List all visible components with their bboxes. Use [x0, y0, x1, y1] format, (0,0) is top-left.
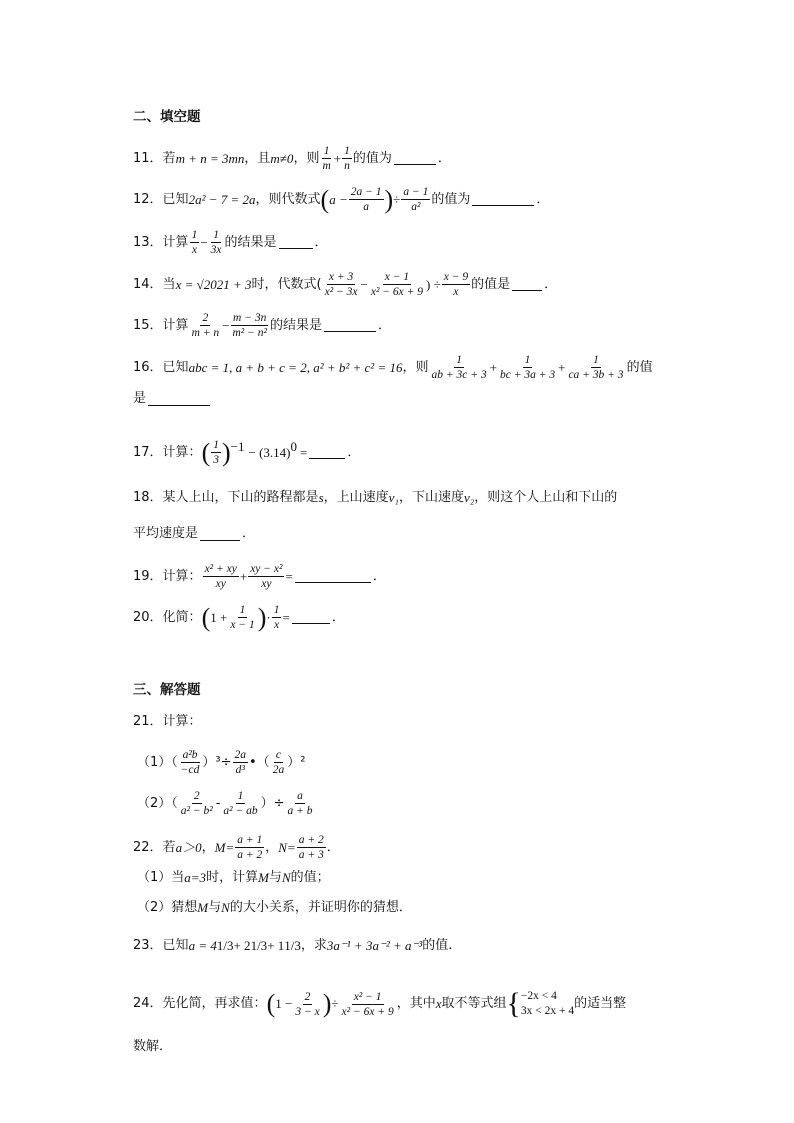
question-text: 某人上山，下山的路程都是 [162, 490, 319, 505]
fraction: $\frac{m - 3n}{\text{m² − n²}}$ [232, 312, 267, 339]
question-text: 计算： [162, 714, 202, 729]
question-text: 的值为 [352, 150, 392, 166]
question-number: 11． [133, 150, 163, 166]
fraction: $\frac{a + 2}{a + 3}$ [298, 834, 324, 861]
fraction: $\frac{1}{x}$ [273, 604, 280, 631]
question-text: ，则代数式 [255, 191, 321, 207]
fraction: $\frac{x - 1}{\text{x² − 6x + 9}}$ [370, 271, 424, 298]
fraction: $\frac{1}{x}$ [191, 229, 198, 256]
question-text: 计算 [162, 234, 189, 250]
question-text: ，求 [300, 938, 327, 953]
question-number: 15． [133, 317, 163, 333]
math-expression: 1 + [210, 609, 228, 625]
operator: ÷ [393, 191, 401, 207]
fraction: $\frac{2}{3 - x}$ [295, 990, 320, 1018]
question-text: 计算 [162, 317, 189, 333]
math-expression: a − [329, 191, 348, 207]
math-expression: ）÷ [260, 795, 285, 811]
math-expression: + 1 [267, 938, 285, 953]
question-text: 的值. [422, 938, 453, 953]
fraction: $\frac{\text{xy − x²}}{xy}$ [250, 563, 283, 590]
question-text: 的大小关系，并证明你的猜想． [229, 900, 412, 915]
math-expression: x = √2021 + 3 [175, 276, 252, 292]
question-number: 21． [133, 714, 163, 729]
question-text: ， [265, 839, 279, 855]
operator: - [215, 795, 221, 811]
part-label: （2）猜想 [137, 900, 198, 915]
fraction: $\frac{x + 3}{\text{x² − 3x}}$ [324, 271, 358, 298]
math-expression: m≠0 [270, 150, 294, 166]
question-text: 与 [268, 870, 282, 885]
answer-blank[interactable] [394, 152, 436, 165]
operator: − [222, 317, 230, 333]
question-13: 13． 计算 $\frac{1}{x}$ − $\frac{1}{3x}$ 的结果是 ． [133, 229, 328, 256]
operator: − [360, 276, 368, 292]
question-text: ，上山速度 [323, 490, 389, 505]
question-text: 的值是 [471, 276, 511, 292]
inequality-row: −2x < 4 [520, 990, 557, 1002]
question-text: ，则 [402, 359, 429, 375]
question-text: 数解． [133, 1039, 173, 1054]
math-expression: M= [214, 839, 235, 855]
math-expression: − (3.14) [248, 444, 291, 460]
inequality-system: { −2x < 4 3x < 2x + 4 [506, 987, 575, 1020]
question-text: ，其中 [396, 996, 436, 1011]
fraction: $\frac{1}{ab + 3c + 3}$ [431, 354, 487, 381]
question-text: 的结果是 [224, 234, 277, 250]
answer-blank[interactable] [200, 528, 240, 541]
question-text: 取不等式组 [441, 996, 507, 1011]
question-number: 16． [133, 359, 163, 375]
fraction: $\frac{a - 1}{\text{a²}}$ [403, 186, 429, 213]
math-expression: abc = 1, a + b + c = 2, a² + b² + c² = 16 [188, 359, 403, 375]
fraction: $\frac{c}{2a}$ [272, 749, 285, 776]
math-expression: a=3 [184, 870, 207, 885]
answer-blank[interactable] [292, 611, 330, 624]
question-14: 14． 当 x = √2021 + 3 时，代数式( $\frac{x + 3}{\text{x² − 3x}}$ − $\frac{x - 1}{\text{x² − 6x + 9}}$ ) ÷ $\frac{x - 9}{x}$ 的值是 ． [133, 271, 558, 298]
operator: ÷ [331, 996, 339, 1011]
answer-blank[interactable] [472, 193, 534, 206]
answer-blank[interactable] [324, 319, 376, 332]
question-text: ，下山速度 [398, 490, 464, 505]
operator: = [285, 568, 293, 584]
exponent: 1/3 [284, 938, 301, 953]
math-expression: 3a⁻¹ + 3a⁻² + a⁻³ [326, 938, 423, 953]
question-text: 与 [208, 900, 222, 915]
fraction: $\frac{2a - 1}{a}$ [350, 186, 382, 213]
math-expression: 2a² − 7 = 2a [188, 191, 256, 207]
question-15: 15． 计算 $\frac{2}{m + n}$ − $\frac{m - 3n}{\text{m² − n²}}$ 的结果是 ． [133, 312, 391, 339]
exponent: 1/3 [216, 938, 234, 953]
question-number: 22． [133, 839, 163, 855]
answer-blank[interactable] [512, 278, 542, 291]
math-expression: •（ [249, 754, 270, 770]
operator: + [333, 150, 342, 166]
fraction: $\frac{2}{\text{a² − b²}}$ [180, 790, 213, 817]
part-label: （1）当 [137, 870, 185, 885]
question-24: 24． 先化简，再求值： ( 1 − $\frac{2}{3 - x}$ ) ÷ $\frac{\text{x² − 1}}{\text{x² − 6x + 9}}$ ，其中 x 取不等式组 { −2x < 4 3x < 2x + 4 的适当整 [133, 987, 627, 1020]
question-number: 14． [133, 276, 163, 292]
question-21-part-2 [137, 789, 316, 818]
question-text: ， [201, 839, 215, 855]
question-text: 化简： [162, 609, 202, 625]
fraction: $\frac{1}{x - 1}$ [230, 604, 255, 631]
question-text: 的值为 [431, 191, 471, 207]
question-11: 11． 若 m + n = 3mn ，且 m≠0 ，则 $\frac{1}{m}$ + $\frac{1}{n}$ 的值为 ． [133, 145, 451, 172]
fraction: $\frac{\text{a²b}}{-cd}$ [180, 749, 200, 776]
fraction: $\frac{1}{n}$ [344, 145, 350, 172]
exponent: 1/3 [250, 938, 268, 953]
answer-blank[interactable] [309, 446, 345, 459]
math-variable: N [221, 900, 230, 915]
operator: = [282, 609, 290, 625]
question-number: 17． [133, 444, 163, 460]
question-text: 平均速度是 [133, 526, 199, 541]
question-text: 的值 [626, 359, 653, 375]
question-text: 的值； [290, 870, 330, 885]
math-expression: ）² [287, 754, 306, 770]
question-18-cont: 平均速度是 ． [133, 526, 256, 541]
question-19: 19． 计算： $\frac{\text{x² + xy}}{xy}$ + $\frac{\text{xy − x²}}{xy}$ = ． [133, 563, 386, 590]
question-number: 23． [133, 938, 163, 953]
operator: = [300, 444, 308, 460]
question-text: 当 [162, 276, 176, 292]
operator: ) ÷ [426, 276, 441, 292]
question-23 [133, 937, 452, 955]
answer-blank[interactable] [148, 393, 210, 406]
section-title-fill: 二、填空题 [133, 109, 201, 125]
inequality-row: 3x < 2x + 4 [520, 1005, 575, 1017]
answer-blank[interactable] [295, 570, 371, 583]
answer-blank[interactable] [279, 236, 313, 249]
question-21 [133, 713, 202, 731]
question-text: 时，代数式( [251, 276, 322, 292]
math-variable: N [281, 870, 291, 885]
fraction: $\frac{2}{m + n}$ [191, 312, 220, 339]
fraction: $\frac{\text{x² + xy}}{xy}$ [204, 563, 237, 590]
math-variable: v₁ [388, 490, 399, 505]
question-text: 的结果是 [269, 317, 322, 333]
operator: + [239, 568, 248, 584]
fraction: $\frac{1}{3}$ [213, 439, 219, 466]
operator: + [558, 359, 566, 375]
question-16 [133, 353, 653, 382]
exponent: 0 [290, 439, 297, 454]
question-20: 20． 化简： ( 1 + $\frac{1}{x - 1}$ ) · $\frac{1}{x}$ = ． [133, 602, 345, 632]
math-expression: a＞0 [175, 839, 202, 855]
question-number: 12． [133, 191, 163, 207]
part-label: （2）（ [137, 795, 178, 811]
question-number: 20． [133, 609, 163, 625]
question-21-part-1 [137, 748, 305, 777]
operator: − [200, 234, 208, 250]
math-expression: a = 4 [188, 938, 217, 953]
operator: + [489, 359, 497, 375]
question-18 [133, 489, 617, 507]
question-text: 的适当整 [574, 996, 627, 1011]
question-text: 若 [162, 839, 176, 855]
fraction: $\frac{1}{3x}$ [210, 229, 222, 256]
question-text: 已知 [162, 359, 189, 375]
question-22 [133, 833, 340, 862]
question-text: 计算： [162, 444, 202, 460]
question-text: ，且 [244, 150, 271, 166]
question-text: 已知 [162, 938, 189, 953]
question-16-cont [133, 390, 212, 408]
question-number: 24． [133, 996, 163, 1011]
question-text: 若 [162, 150, 176, 166]
question-text: 计算： [162, 568, 202, 584]
question-text: 时，计算 [206, 870, 259, 885]
exponent: −1 [230, 439, 245, 454]
fraction: $\frac{1}{\text{a² − ab}}$ [223, 790, 258, 817]
fraction: $\frac{1}{bc + 3a + 3}$ [499, 354, 556, 381]
question-24-cont [133, 1038, 172, 1056]
math-expression: 1 − [275, 996, 293, 1011]
question-17: 17． 计算： ( $\frac{1}{3}$ ) −1 − (3.14) 0 = ． [133, 437, 361, 467]
question-text: ，则这个人上山和下山的 [474, 490, 618, 505]
question-text: 是 [133, 391, 147, 406]
question-text: 先化简，再求值： [162, 996, 267, 1011]
part-label: （1）（ [137, 754, 178, 770]
question-22-part-1 [137, 869, 330, 887]
math-expression: + 2 [233, 938, 251, 953]
math-expression: m + n = 3mn [175, 150, 245, 166]
question-text: ，则 [293, 150, 320, 166]
fraction: $\frac{\text{x² − 1}}{\text{x² − 6x + 9}}$ [341, 990, 394, 1018]
operator: · [266, 609, 271, 625]
question-12: 12． 已知 2a² − 7 = 2a ，则代数式 ( a − $\frac{2a - 1}{a}$ ) ÷ $\frac{a - 1}{\text{a²}}$ 的值为 ． [133, 184, 550, 214]
fraction: $\frac{1}{m}$ [322, 145, 331, 172]
question-text: ． [326, 839, 340, 855]
math-variable: v₂ [463, 490, 475, 505]
fraction: $\frac{1}{ca + 3b + 3}$ [568, 354, 624, 381]
math-expression: ）³÷ [202, 754, 232, 770]
fraction: $\frac{x - 9}{x}$ [443, 271, 469, 298]
question-number: 13． [133, 234, 163, 250]
fraction: $\frac{a}{a + b}$ [287, 790, 313, 817]
question-number: 19． [133, 568, 163, 584]
question-number: 18． [133, 490, 163, 505]
section-title-solve: 三、解答题 [133, 682, 201, 698]
fraction: $\frac{2a}{\text{d³}}$ [234, 749, 247, 776]
math-variable: M [197, 900, 209, 915]
math-expression: N= [278, 839, 296, 855]
question-text: 已知 [162, 191, 189, 207]
fraction: $\frac{a + 1}{a + 2}$ [237, 834, 263, 861]
math-variable: s [318, 490, 324, 505]
question-22-part-2 [137, 899, 412, 917]
math-variable: x [435, 996, 442, 1011]
math-variable: M [258, 870, 269, 885]
